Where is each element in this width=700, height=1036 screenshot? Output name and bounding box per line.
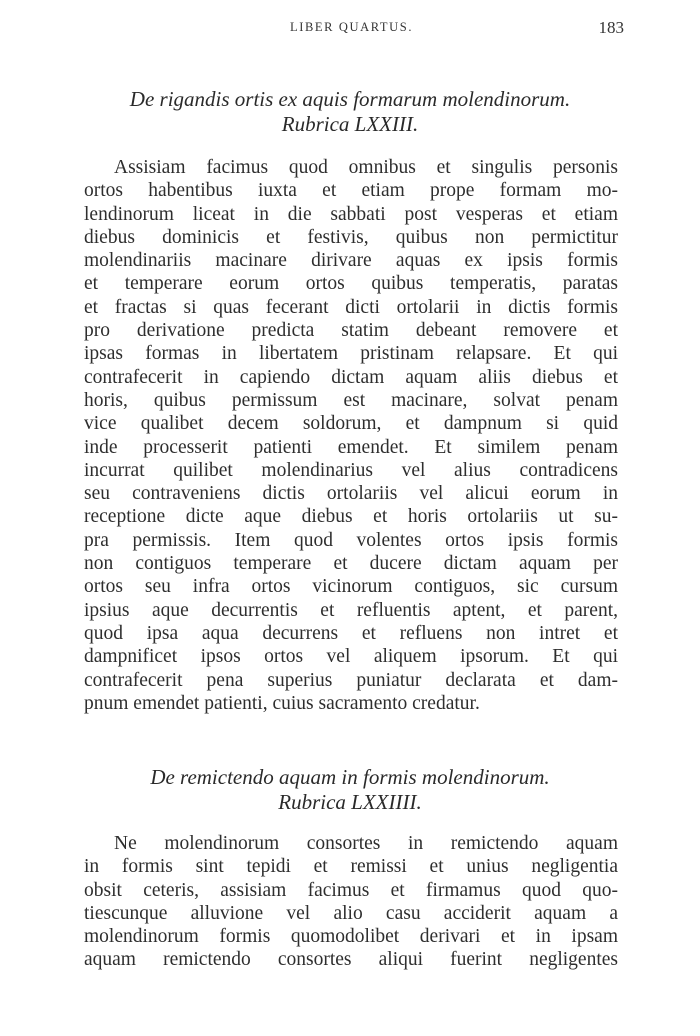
text-line: pro derivatione predicta statim debeant removere et — [84, 320, 618, 342]
text-line: contrafecerit in capiendo dictam aquam aliis diebus et — [84, 366, 618, 388]
rubric-title-73 — [84, 87, 616, 137]
text-line: tiescunque alluvione vel alio casu acciderit aquam a — [84, 902, 618, 924]
text-line: diebus dominicis et festivis, quibus non permictitur — [84, 226, 618, 248]
text-line: pra permissis. Item quod volentes ortos ipsis formis — [84, 529, 618, 551]
page-number: 183 — [598, 18, 624, 37]
text-line: lendinorum liceat in die sabbati post vesperas et etiam — [84, 203, 618, 225]
text-line: pnum emendet patienti, cuius sacramento credatur. — [84, 692, 480, 714]
text-line: horis, quibus permissum est macinare, solvat penam — [84, 389, 618, 411]
text-line: Assisiam facimus quod omnibus et singulis personis — [114, 157, 618, 178]
rubric-title-line: De rigandis ortis ex aquis formarum molendinorum. — [129, 87, 571, 111]
rubric-body-73 — [84, 156, 618, 715]
text-line: obsit ceteris, assisiam facimus et firmamus quod quo- — [84, 879, 618, 901]
text-line: molendinariis macinare dirivare aquas ex ipsis formis — [84, 250, 618, 272]
rubric-number: Rubrica LXXIIII. — [278, 790, 422, 814]
text-line: non contiguos temperare et ducere dictam aquam per — [84, 553, 618, 575]
text-line: et temperare eorum ortos quibus temperatis, paratas — [84, 273, 618, 295]
rubric-title-74 — [84, 765, 616, 815]
text-line: inde processerit patienti emendet. Et similem penam — [84, 436, 618, 458]
text-line: receptione dicte aque diebus et horis ortolariis ut su- — [84, 506, 618, 528]
text-line: ortos seu infra ortos vicinorum contiguos, sic cursum — [84, 576, 618, 598]
running-head: LIBER QUARTUS. — [290, 20, 414, 34]
text-line: Ne molendinorum consortes in remictendo aquam — [114, 833, 618, 854]
text-line: et fractas si quas fecerant dicti ortolarii in dictis formis — [84, 296, 618, 318]
text-line: incurrat quilibet molendinarius vel alius contradicens — [84, 459, 618, 481]
text-line: ipsas formas in libertatem pristinam relapsare. Et qui — [84, 343, 618, 365]
text-line: dampnificet ipsos ortos vel aliquem ipsorum. Et qui — [84, 646, 618, 668]
text-line: ortos habentibus iuxta et etiam prope formam mo- — [84, 180, 618, 202]
text-line: ipsius aque decurrentis et refluentis aptent, et parent, — [84, 599, 618, 621]
text-line: contrafecerit pena superius puniatur declarata et dam- — [84, 669, 618, 691]
text-line: quod ipsa aqua decurrens et refluens non intret et — [84, 622, 618, 644]
text-line: aquam remictendo consortes aliqui fuerint negligentes — [84, 949, 618, 971]
rubric-body-74 — [84, 832, 618, 972]
rubric-number: Rubrica LXXIII. — [281, 112, 419, 136]
text-line: vice qualibet decem soldorum, et dampnum si quid — [84, 413, 618, 435]
text-line: molendinorum formis quomodolibet derivari et in ipsam — [84, 926, 618, 948]
text-line: seu contraveniens dictis ortolariis vel alicui eorum in — [84, 483, 618, 505]
rubric-title-line: De remictendo aquam in formis molendinorum. — [150, 765, 550, 789]
text-line: in formis sint tepidi et remissi et unius negligentia — [84, 856, 618, 878]
